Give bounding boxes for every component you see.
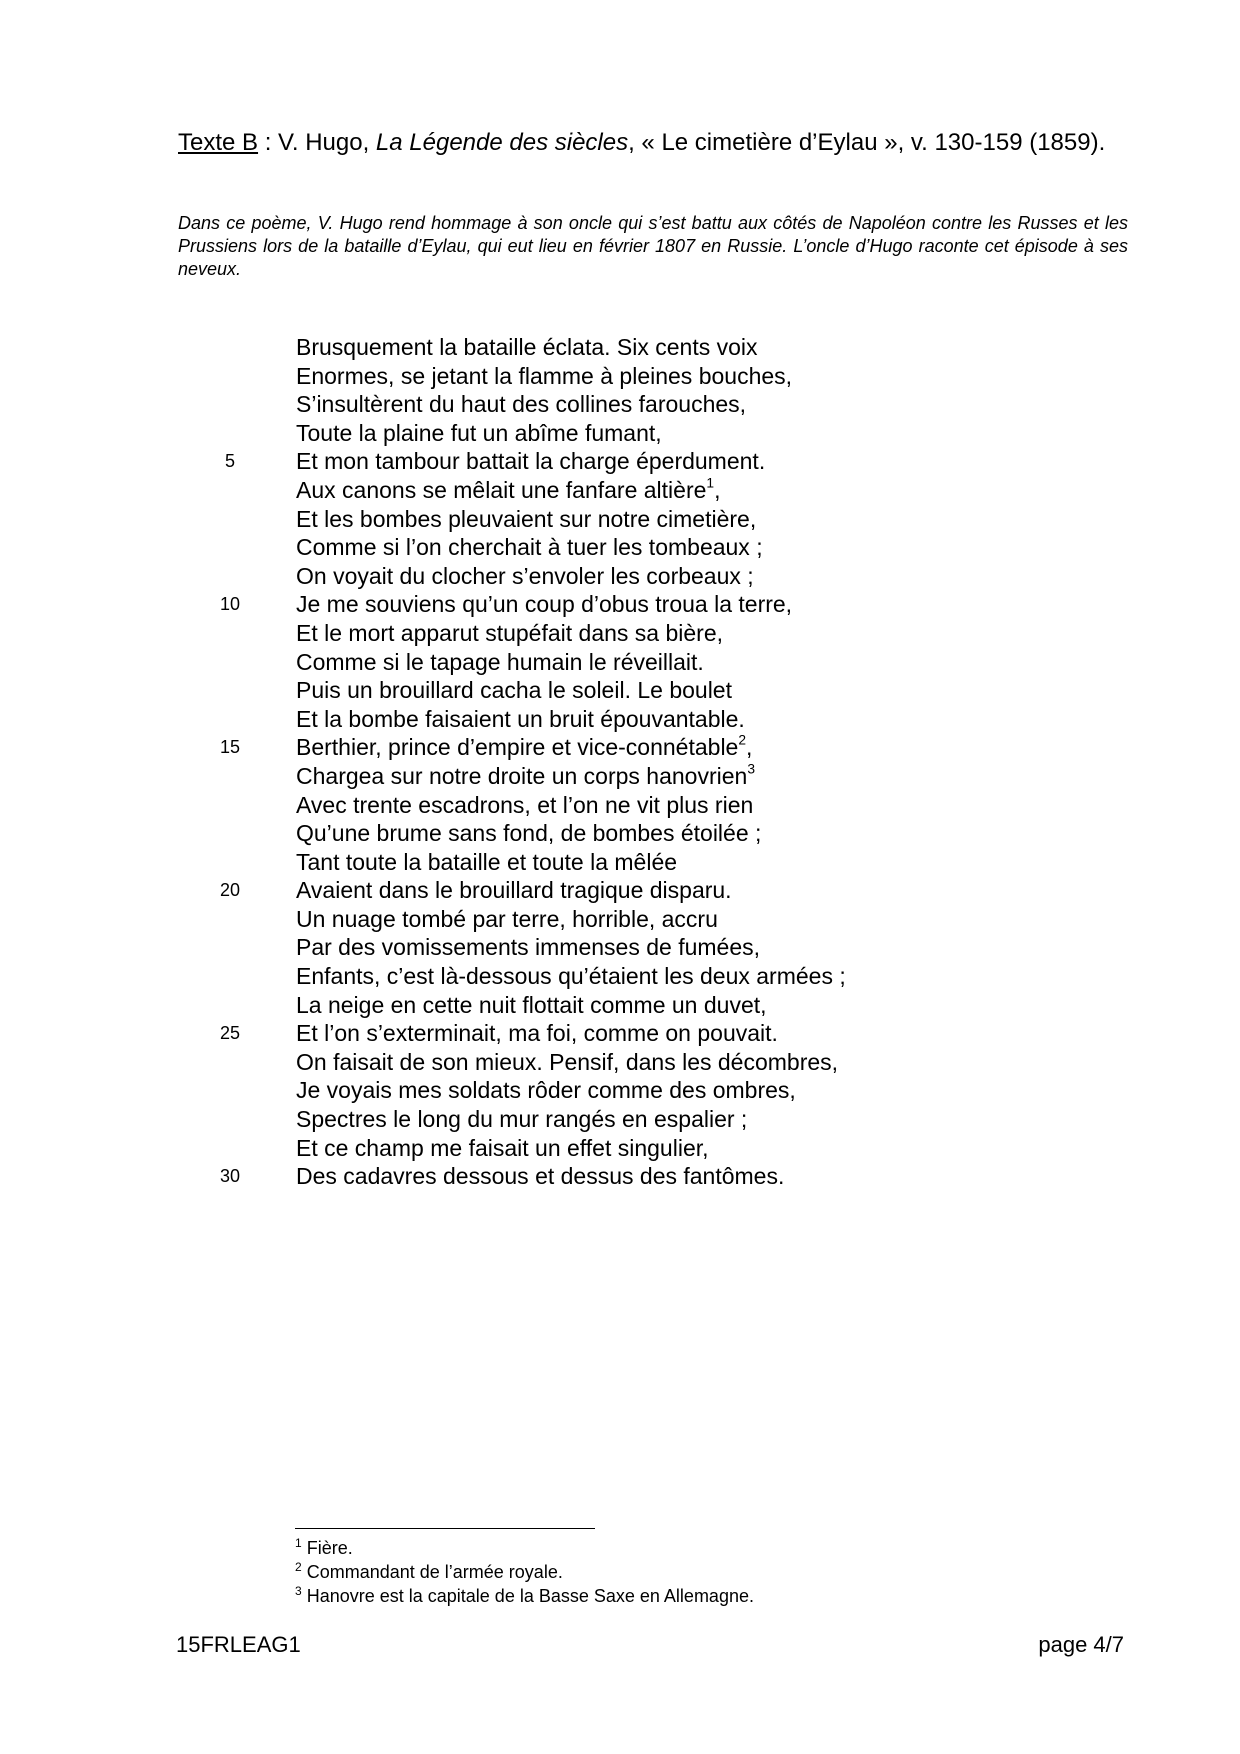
page-number: page 4/7: [1038, 1632, 1124, 1657]
verse: On voyait du clocher s’envoler les corbeaux ;: [296, 562, 754, 589]
verse: 25 Et l’on s’exterminait, ma foi, comme on pouvait.: [200, 1019, 1000, 1048]
footnote-divider: [295, 1528, 595, 1529]
verse: Un nuage tombé par terre, horrible, accru: [296, 905, 718, 932]
text-label: Texte B: [178, 129, 259, 156]
footnote: $^1$ Fière.: [295, 1535, 353, 1558]
verse: Tant toute la bataille et toute la mêlée: [296, 848, 678, 875]
heading-author: : V. Hugo,: [258, 129, 376, 156]
poem: [200, 333, 1000, 1191]
document-code: 15FRLEAG1: [176, 1632, 301, 1657]
line-number: 20: [219, 880, 241, 901]
verse: Et la bombe faisaient un bruit épouvantable.: [296, 705, 745, 732]
verse: 15 Berthier, prince d’empire et vice-connétable$^2$,: [200, 733, 1000, 762]
verse: Puis un brouillard cacha le soleil. Le boulet: [296, 677, 732, 704]
line-number: 10: [219, 594, 241, 615]
intro-paragraph: Dans ce poème, V. Hugo rend hommage à son oncle qui s’est battu aux côtés de Napoléon contre les Russes et les Prussiens lors de la bataille d’Eylau, qui eut lieu en février 1807 en Russie. L’oncle d’Hugo raconte cet épisode à ses neveux.: [178, 213, 1128, 279]
verse: Chargea sur notre droite un corps hanovrien$^3$: [296, 761, 756, 789]
verse: Par des vomissements immenses de fumées,: [296, 934, 761, 961]
verse: Brusquement la bataille éclata. Six cents voix: [296, 334, 758, 360]
footnotes: [295, 1536, 754, 1608]
verse: Enormes, se jetant la flamme à pleines bouches,: [296, 362, 793, 389]
verse: Je voyais mes soldats rôder comme des ombres,: [296, 1077, 796, 1104]
footnote: $^2$ Commandant de l’armée royale.: [295, 1559, 563, 1582]
verse: 20 Avaient dans le brouillard tragique disparu.: [200, 876, 1000, 905]
line-number: 5: [224, 451, 235, 472]
verse: 10 Je me souviens qu’un coup d’obus troua la terre,: [200, 590, 1000, 619]
verse: Spectres le long du mur rangés en espalier ;: [296, 1106, 748, 1133]
footnote-ref: 2: [738, 732, 747, 748]
text-heading: [178, 128, 1128, 158]
verse: Et le mort apparut stupéfait dans sa bière,: [296, 619, 724, 646]
line-number: 30: [219, 1166, 241, 1187]
footnote-ref: 3: [747, 761, 756, 777]
work-title: La Légende des siècles: [375, 129, 629, 156]
line-number: 15: [219, 737, 241, 758]
verse: Qu’une brume sans fond, de bombes étoilée ;: [296, 820, 762, 847]
line-number: 25: [219, 1023, 241, 1044]
verse: 5 Et mon tambour battait la charge éperdument.: [200, 447, 1000, 476]
heading-rest: , « Le cimetière d’Eylau », v. 130-159 (1859).: [628, 129, 1106, 156]
verse: Aux canons se mêlait une fanfare altière$^1$,: [296, 475, 721, 503]
verse: Comme si l’on cherchait à tuer les tombeaux ;: [296, 534, 763, 561]
verse: On faisait de son mieux. Pensif, dans les décombres,: [296, 1048, 839, 1075]
verse: S’insultèrent du haut des collines farouches,: [296, 391, 747, 418]
verse: Toute la plaine fut un abîme fumant,: [296, 419, 662, 446]
verse: Enfants, c’est là-dessous qu’étaient les deux armées ;: [296, 963, 846, 990]
verse: Et ce champ me faisait un effet singulier,: [296, 1134, 709, 1161]
footnote-ref: 1: [706, 475, 715, 491]
verse: Comme si le tapage humain le réveillait.: [296, 648, 704, 675]
verse: Avec trente escadrons, et l’on ne vit plus rien: [296, 791, 754, 818]
verse: La neige en cette nuit flottait comme un duvet,: [296, 991, 767, 1018]
verse: 30 Des cadavres dessous et dessus des fantômes.: [200, 1162, 1000, 1191]
footnote: $^3$ Hanovre est la capitale de la Basse Saxe en Allemagne.: [295, 1583, 754, 1606]
verse: Et les bombes pleuvaient sur notre cimetière,: [296, 505, 757, 532]
